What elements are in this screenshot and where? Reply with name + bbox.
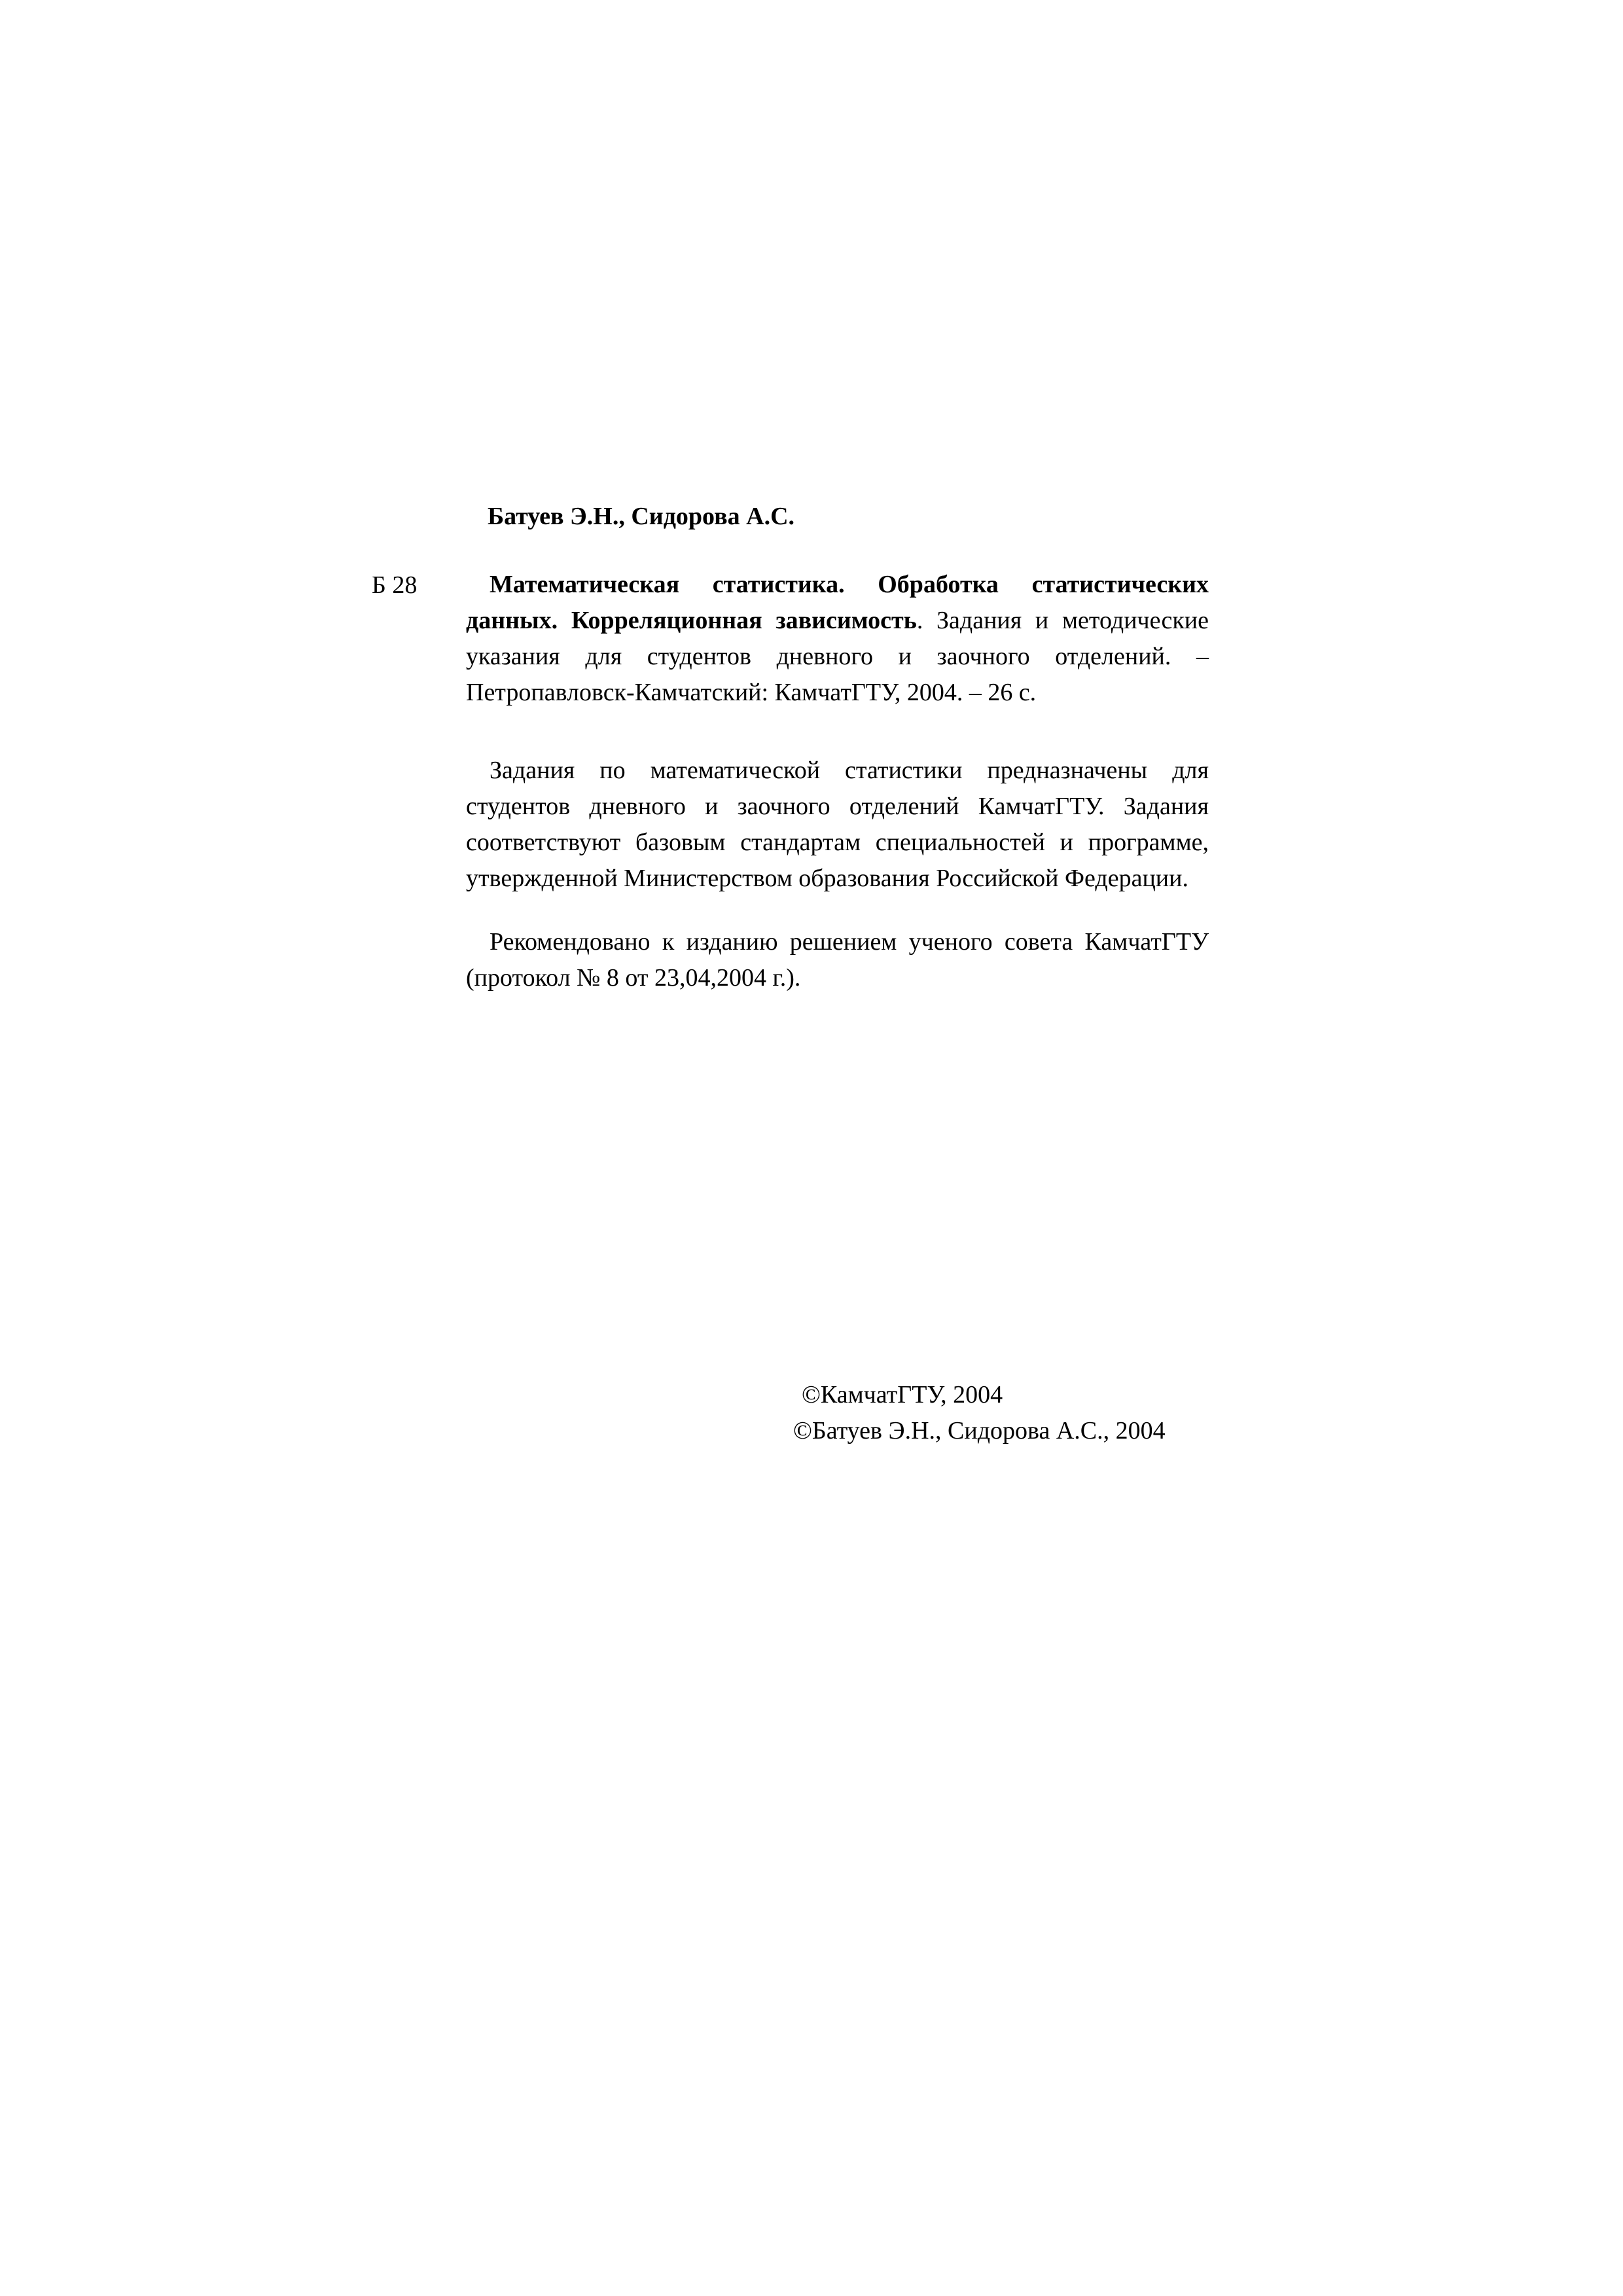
annotation-paragraph: Задания по математической статистики предназначены для студентов дневного и заочного отделений КамчатГТУ. Задания соответствуют базовым стандартам специальностей и программе, утвержденной Министерством образования Российской Федерации. (466, 757, 1209, 892)
bibliographic-description (466, 567, 1209, 711)
copyright-authors: ©Батуев Э.Н., Сидорова А.С., 2004 (793, 1417, 1166, 1444)
udc-code: Б 28 (372, 571, 418, 599)
authors-line: Батуев Э.Н., Сидорова А.С. (488, 503, 795, 530)
recommendation-paragraph: Рекомендовано к изданию решением ученого совета КамчатГТУ (протокол № 8 от 23,04,2004 г.). (466, 928, 1209, 992)
book-title: Математическая статистика. Обработка статистических данных. Корреляционная зависимость (466, 571, 1209, 634)
copyright-publisher: ©КамчатГТУ, 2004 (802, 1381, 1003, 1408)
publication-details: . Задания и методические указания для студентов дневного и заочного отделений. – Петропавловск-Камчатский: КамчатГТУ, 2004. – 26 с. (466, 607, 1209, 706)
